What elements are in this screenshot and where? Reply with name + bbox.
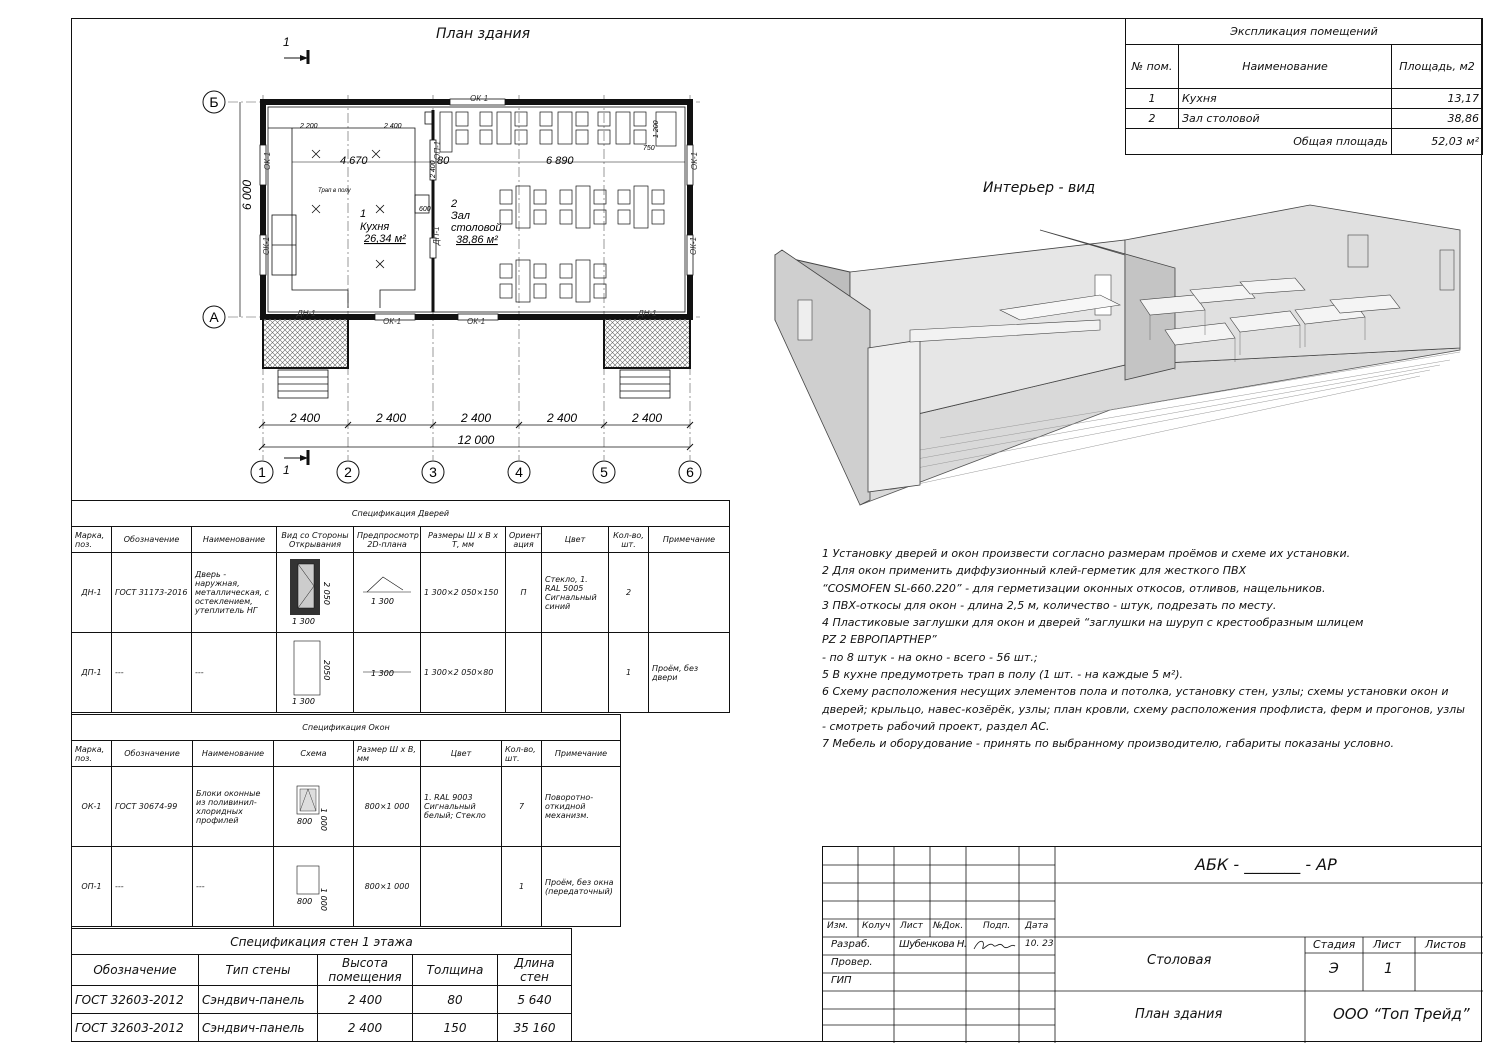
room2-number: 2 bbox=[451, 198, 458, 210]
window-note: Проём, без окна (передаточный) bbox=[542, 847, 621, 927]
stamp-col-date: Дата bbox=[1025, 921, 1049, 931]
note-line: - по 8 штук - на окно - всего - 56 шт.; bbox=[822, 650, 1038, 664]
door-height-label: 2 050 bbox=[322, 581, 331, 605]
stamp-role-gip: ГИП bbox=[831, 975, 852, 986]
label-op1: ОП-1 bbox=[433, 140, 442, 160]
window-size: 800×1 000 bbox=[354, 767, 421, 847]
dim-600: 600 bbox=[419, 206, 431, 213]
notes-block bbox=[822, 545, 1465, 753]
explication-row-num: 2 bbox=[1126, 109, 1179, 129]
dim-bay-1: 2 400 bbox=[289, 411, 321, 425]
explication-header-num: № пом. bbox=[1126, 45, 1179, 89]
doors-header: Размеры Ш х В х Т, мм bbox=[421, 527, 506, 553]
wall-length: 5 640 bbox=[498, 986, 572, 1014]
doors-header: Ориент ация bbox=[506, 527, 542, 553]
window-mark: ОП-1 bbox=[72, 847, 112, 927]
axis-label-b: Б bbox=[209, 94, 219, 110]
walls-header: Высота помещения bbox=[318, 955, 413, 986]
door-note bbox=[649, 553, 730, 633]
axis-label-a: А bbox=[209, 309, 219, 325]
axis-label-3: 3 bbox=[429, 464, 437, 480]
drain-label: Трап в полу bbox=[318, 188, 351, 194]
stamp-col-sign: Подп. bbox=[983, 921, 1011, 931]
sheet-value: 1 bbox=[1384, 961, 1393, 977]
door-size: 1 300×2 050×150 bbox=[421, 553, 506, 633]
stamp-col-doc: №Док. bbox=[933, 921, 964, 931]
axis-label-5: 5 bbox=[600, 464, 608, 480]
window-color bbox=[421, 847, 502, 927]
dim-bay-3: 2 400 bbox=[460, 411, 492, 425]
dim-kitchen-width: 4 670 bbox=[340, 155, 368, 167]
door-size: 1 300×2 050×80 bbox=[421, 633, 506, 713]
walls-header: Обозначение bbox=[72, 955, 199, 986]
windows-header: Кол-во, шт. bbox=[502, 741, 542, 767]
label-ok1-right: ОК-1 bbox=[690, 151, 699, 170]
note-line: 4 Пластиковые заглушки для окон и дверей “заглушки на шуруп с крестообразным шлицем bbox=[822, 616, 1364, 630]
door-plan-width: 1 300 bbox=[371, 668, 394, 678]
explication-row-area: 38,86 bbox=[1392, 109, 1483, 129]
window-qty: 7 bbox=[502, 767, 542, 847]
note-line: - смотреть рабочий проект, раздел АС. bbox=[822, 719, 1050, 733]
label-ok1-top: ОК-1 bbox=[470, 94, 489, 103]
door-mark: ДП-1 bbox=[72, 633, 112, 713]
door-height-label: 2050 bbox=[322, 659, 331, 680]
note-line: 1 Установку дверей и окон произвести согласно размерам проёмов и схеме их установки. bbox=[822, 547, 1351, 560]
wall-height: 2 400 bbox=[318, 986, 413, 1014]
signature-image bbox=[971, 937, 1017, 955]
walls-header: Толщина bbox=[413, 955, 498, 986]
explication-row-num: 1 bbox=[1126, 89, 1179, 109]
interior-3d-view bbox=[770, 200, 1470, 510]
dim-bay-5: 2 400 bbox=[631, 411, 663, 425]
dim-80: 80 bbox=[437, 155, 450, 167]
windows-header: Схема bbox=[274, 741, 354, 767]
windows-spec-table bbox=[71, 714, 621, 927]
door-color: Стекло, 1. RAL 5005 Сигнальный синий bbox=[542, 553, 609, 633]
doors-header: Марка, поз. bbox=[72, 527, 112, 553]
label-ok1-bottom-2: ОК-1 bbox=[467, 317, 486, 326]
title-block bbox=[822, 846, 1482, 1042]
explication-header-area: Площадь, м2 bbox=[1392, 45, 1483, 89]
windows-header: Наименование bbox=[193, 741, 274, 767]
note-line: “COSMOFEN SL-660.220” - для герметизации оконных откосов, отливов, нащельников. bbox=[822, 581, 1326, 595]
room1-area: 26,34 м² bbox=[364, 233, 406, 245]
walls-spec-title: Спецификация стен 1 этажа bbox=[72, 929, 572, 955]
door-elevation bbox=[277, 633, 354, 713]
door-mark: ДН-1 bbox=[72, 553, 112, 633]
stage-header: Стадия bbox=[1313, 938, 1356, 951]
walls-header: Длина стен bbox=[498, 955, 572, 986]
window-width-label: 800 bbox=[297, 896, 313, 906]
stamp-col-list: Лист bbox=[900, 921, 923, 931]
stamp-col-izm: Изм. bbox=[827, 921, 849, 931]
windows-header: Марка, поз. bbox=[72, 741, 112, 767]
windows-header: Размер Ш х В, мм bbox=[354, 741, 421, 767]
note-line: дверей; крыльцо, навес-козёрёк, узлы; план кровли, схему расположения профлиста, ферм и прогонов, узлы bbox=[822, 702, 1465, 716]
doors-header: Предпросмотр 2D-плана bbox=[354, 527, 421, 553]
wall-type: Сэндвич-панель bbox=[199, 986, 318, 1014]
door-code: --- bbox=[112, 633, 192, 713]
explication-row-name: Кухня bbox=[1179, 89, 1392, 109]
label-dn1-left: ДН-1 bbox=[297, 309, 316, 318]
dim-2400-vertical: 2 400 bbox=[430, 160, 437, 178]
dim-bay-4: 2 400 bbox=[546, 411, 578, 425]
label-dn1-right: ДН-1 bbox=[638, 309, 657, 318]
windows-header: Обозначение bbox=[112, 741, 193, 767]
window-height-label: 1 000 bbox=[319, 807, 328, 831]
window-code: --- bbox=[112, 847, 193, 927]
window-height-label: 1 000 bbox=[319, 887, 328, 911]
room2-name: Зал bbox=[451, 210, 470, 222]
label-ok1-bottom-1: ОК-1 bbox=[383, 317, 402, 326]
explication-row-area: 13,17 bbox=[1392, 89, 1483, 109]
plan-title: План здания bbox=[436, 26, 531, 42]
door-qty: 1 bbox=[609, 633, 649, 713]
label-ok1-left: ОК-1 bbox=[263, 151, 272, 170]
explication-total-value: 52,03 м² bbox=[1392, 129, 1483, 155]
sheet-header: Лист bbox=[1373, 938, 1401, 951]
windows-header: Цвет bbox=[421, 741, 502, 767]
sheets-header: Листов bbox=[1425, 938, 1467, 951]
window-scheme bbox=[274, 767, 354, 847]
explication-table bbox=[1125, 18, 1483, 155]
dim-hall-width: 6 890 bbox=[546, 155, 574, 167]
window-name: Блоки оконные из поливинил-хлоридных профилей bbox=[193, 767, 274, 847]
axis-label-2: 2 bbox=[344, 464, 352, 480]
explication-header-name: Наименование bbox=[1179, 45, 1392, 89]
door-orient bbox=[506, 633, 542, 713]
explication-total-label: Общая площадь bbox=[1179, 129, 1392, 155]
doors-header: Вид со Стороны Открывания bbox=[277, 527, 354, 553]
doors-header: Обозначение bbox=[112, 527, 192, 553]
dim-bay-2: 2 400 bbox=[375, 411, 407, 425]
door-orient: П bbox=[506, 553, 542, 633]
label-ok1-left-2: ОК-1 bbox=[262, 236, 271, 255]
wall-code: ГОСТ 32603-2012 bbox=[72, 986, 199, 1014]
floor-plan bbox=[180, 30, 750, 490]
window-mark: ОК-1 bbox=[72, 767, 112, 847]
wall-thickness: 80 bbox=[413, 986, 498, 1014]
door-plan-width: 1 300 bbox=[371, 596, 394, 606]
window-note: Поворотно-откидной механизм. bbox=[542, 767, 621, 847]
note-line: PZ 2 ЕВРОПАРТНЕР” bbox=[822, 633, 937, 647]
room1-number: 1 bbox=[360, 208, 367, 220]
window-color: 1. RAL 9003 Сигнальный белый; Стекло bbox=[421, 767, 502, 847]
door-qty: 2 bbox=[609, 553, 649, 633]
door-note: Проём, без двери bbox=[649, 633, 730, 713]
door-code: ГОСТ 31173-2016 bbox=[112, 553, 192, 633]
stamp-date: 10. 23 bbox=[1025, 939, 1054, 949]
note-line: 7 Мебель и оборудование - принять по выбранному производителю, габариты показаны условно. bbox=[822, 737, 1394, 751]
door-name: --- bbox=[192, 633, 277, 713]
note-line: 2 Для окон применить диффузионный клей-герметик для жесткого ПВХ bbox=[822, 564, 1247, 578]
wall-type: Сэндвич-панель bbox=[199, 1014, 318, 1042]
label-dp1: ДП-1 bbox=[432, 226, 441, 245]
axis-label-4: 4 bbox=[515, 464, 523, 480]
doc-code: АБК - _______ - АР bbox=[1195, 855, 1337, 874]
room2-name-2: столовой bbox=[451, 222, 502, 234]
note-line: 5 В кухне предумотреть трап в полу (1 шт. - на каждые 5 м²). bbox=[822, 668, 1184, 682]
explication-row-name: Зал столовой bbox=[1179, 109, 1392, 129]
axis-label-6: 6 bbox=[686, 464, 694, 480]
doors-header: Цвет bbox=[542, 527, 609, 553]
doors-spec-table bbox=[71, 500, 730, 713]
door-width-label: 1 300 bbox=[292, 696, 315, 706]
window-qty: 1 bbox=[502, 847, 542, 927]
stamp-role-developer: Разраб. bbox=[831, 939, 871, 950]
windows-spec-title: Спецификация Окон bbox=[72, 715, 621, 741]
door-plan-preview bbox=[354, 553, 421, 633]
label-ok1-right-2: ОК-1 bbox=[689, 236, 698, 255]
door-width-label: 1 300 bbox=[292, 616, 315, 626]
note-line: 6 Схему расположения несущих элементов пола и потолка, установку стен, узлы; схемы установки окон и bbox=[822, 685, 1449, 699]
window-name: --- bbox=[193, 847, 274, 927]
axis-label-1: 1 bbox=[258, 464, 266, 480]
section-mark-bottom: 1 bbox=[283, 463, 290, 477]
wall-code: ГОСТ 32603-2012 bbox=[72, 1014, 199, 1042]
wall-length: 35 160 bbox=[498, 1014, 572, 1042]
window-scheme bbox=[274, 847, 354, 927]
interior-title: Интерьер - вид bbox=[983, 180, 1096, 196]
sheet-name: План здания bbox=[1135, 1007, 1223, 1022]
note-line: 3 ПВХ-откосы для окон - длина 2,5 м, количество - штук, подрезать по месту. bbox=[822, 598, 1277, 612]
dim-total: 12 000 bbox=[457, 433, 495, 447]
window-width-label: 800 bbox=[297, 816, 313, 826]
doors-spec-title: Спецификация Дверей bbox=[72, 501, 730, 527]
dim-height: 6 000 bbox=[240, 179, 254, 210]
windows-header: Примечание bbox=[542, 741, 621, 767]
window-size: 800×1 000 bbox=[354, 847, 421, 927]
developer-name: Шубенкова Н. bbox=[899, 939, 967, 950]
dim-750: 750 bbox=[643, 145, 655, 152]
door-plan-preview bbox=[354, 633, 421, 713]
door-name: Дверь - наружная, металлическая, с остеклением, утеплитель НГ bbox=[192, 553, 277, 633]
doors-header: Примечание bbox=[649, 527, 730, 553]
stamp-col-koluch: Колуч bbox=[862, 921, 891, 931]
stage-value: Э bbox=[1329, 961, 1339, 977]
window-code: ГОСТ 30674-99 bbox=[112, 767, 193, 847]
explication-title: Экспликация помещений bbox=[1126, 19, 1483, 45]
walls-spec-table bbox=[71, 928, 572, 1042]
doors-header: Наименование bbox=[192, 527, 277, 553]
stamp-role-checker: Провер. bbox=[831, 957, 873, 968]
wall-thickness: 150 bbox=[413, 1014, 498, 1042]
dim-2400: 2 400 bbox=[384, 123, 402, 130]
object-name: Столовая bbox=[1147, 953, 1212, 968]
door-elevation bbox=[277, 553, 354, 633]
section-mark-top: 1 bbox=[283, 35, 290, 49]
dim-2200: 2 200 bbox=[300, 123, 318, 130]
walls-header: Тип стены bbox=[199, 955, 318, 986]
wall-height: 2 400 bbox=[318, 1014, 413, 1042]
dim-1200: 1 200 bbox=[653, 120, 660, 138]
door-color bbox=[542, 633, 609, 713]
room2-area: 38,86 м² bbox=[456, 234, 498, 246]
doors-header: Кол-во, шт. bbox=[609, 527, 649, 553]
company-name: ООО “Топ Трейд” bbox=[1333, 1005, 1470, 1023]
room1-name: Кухня bbox=[360, 221, 390, 233]
